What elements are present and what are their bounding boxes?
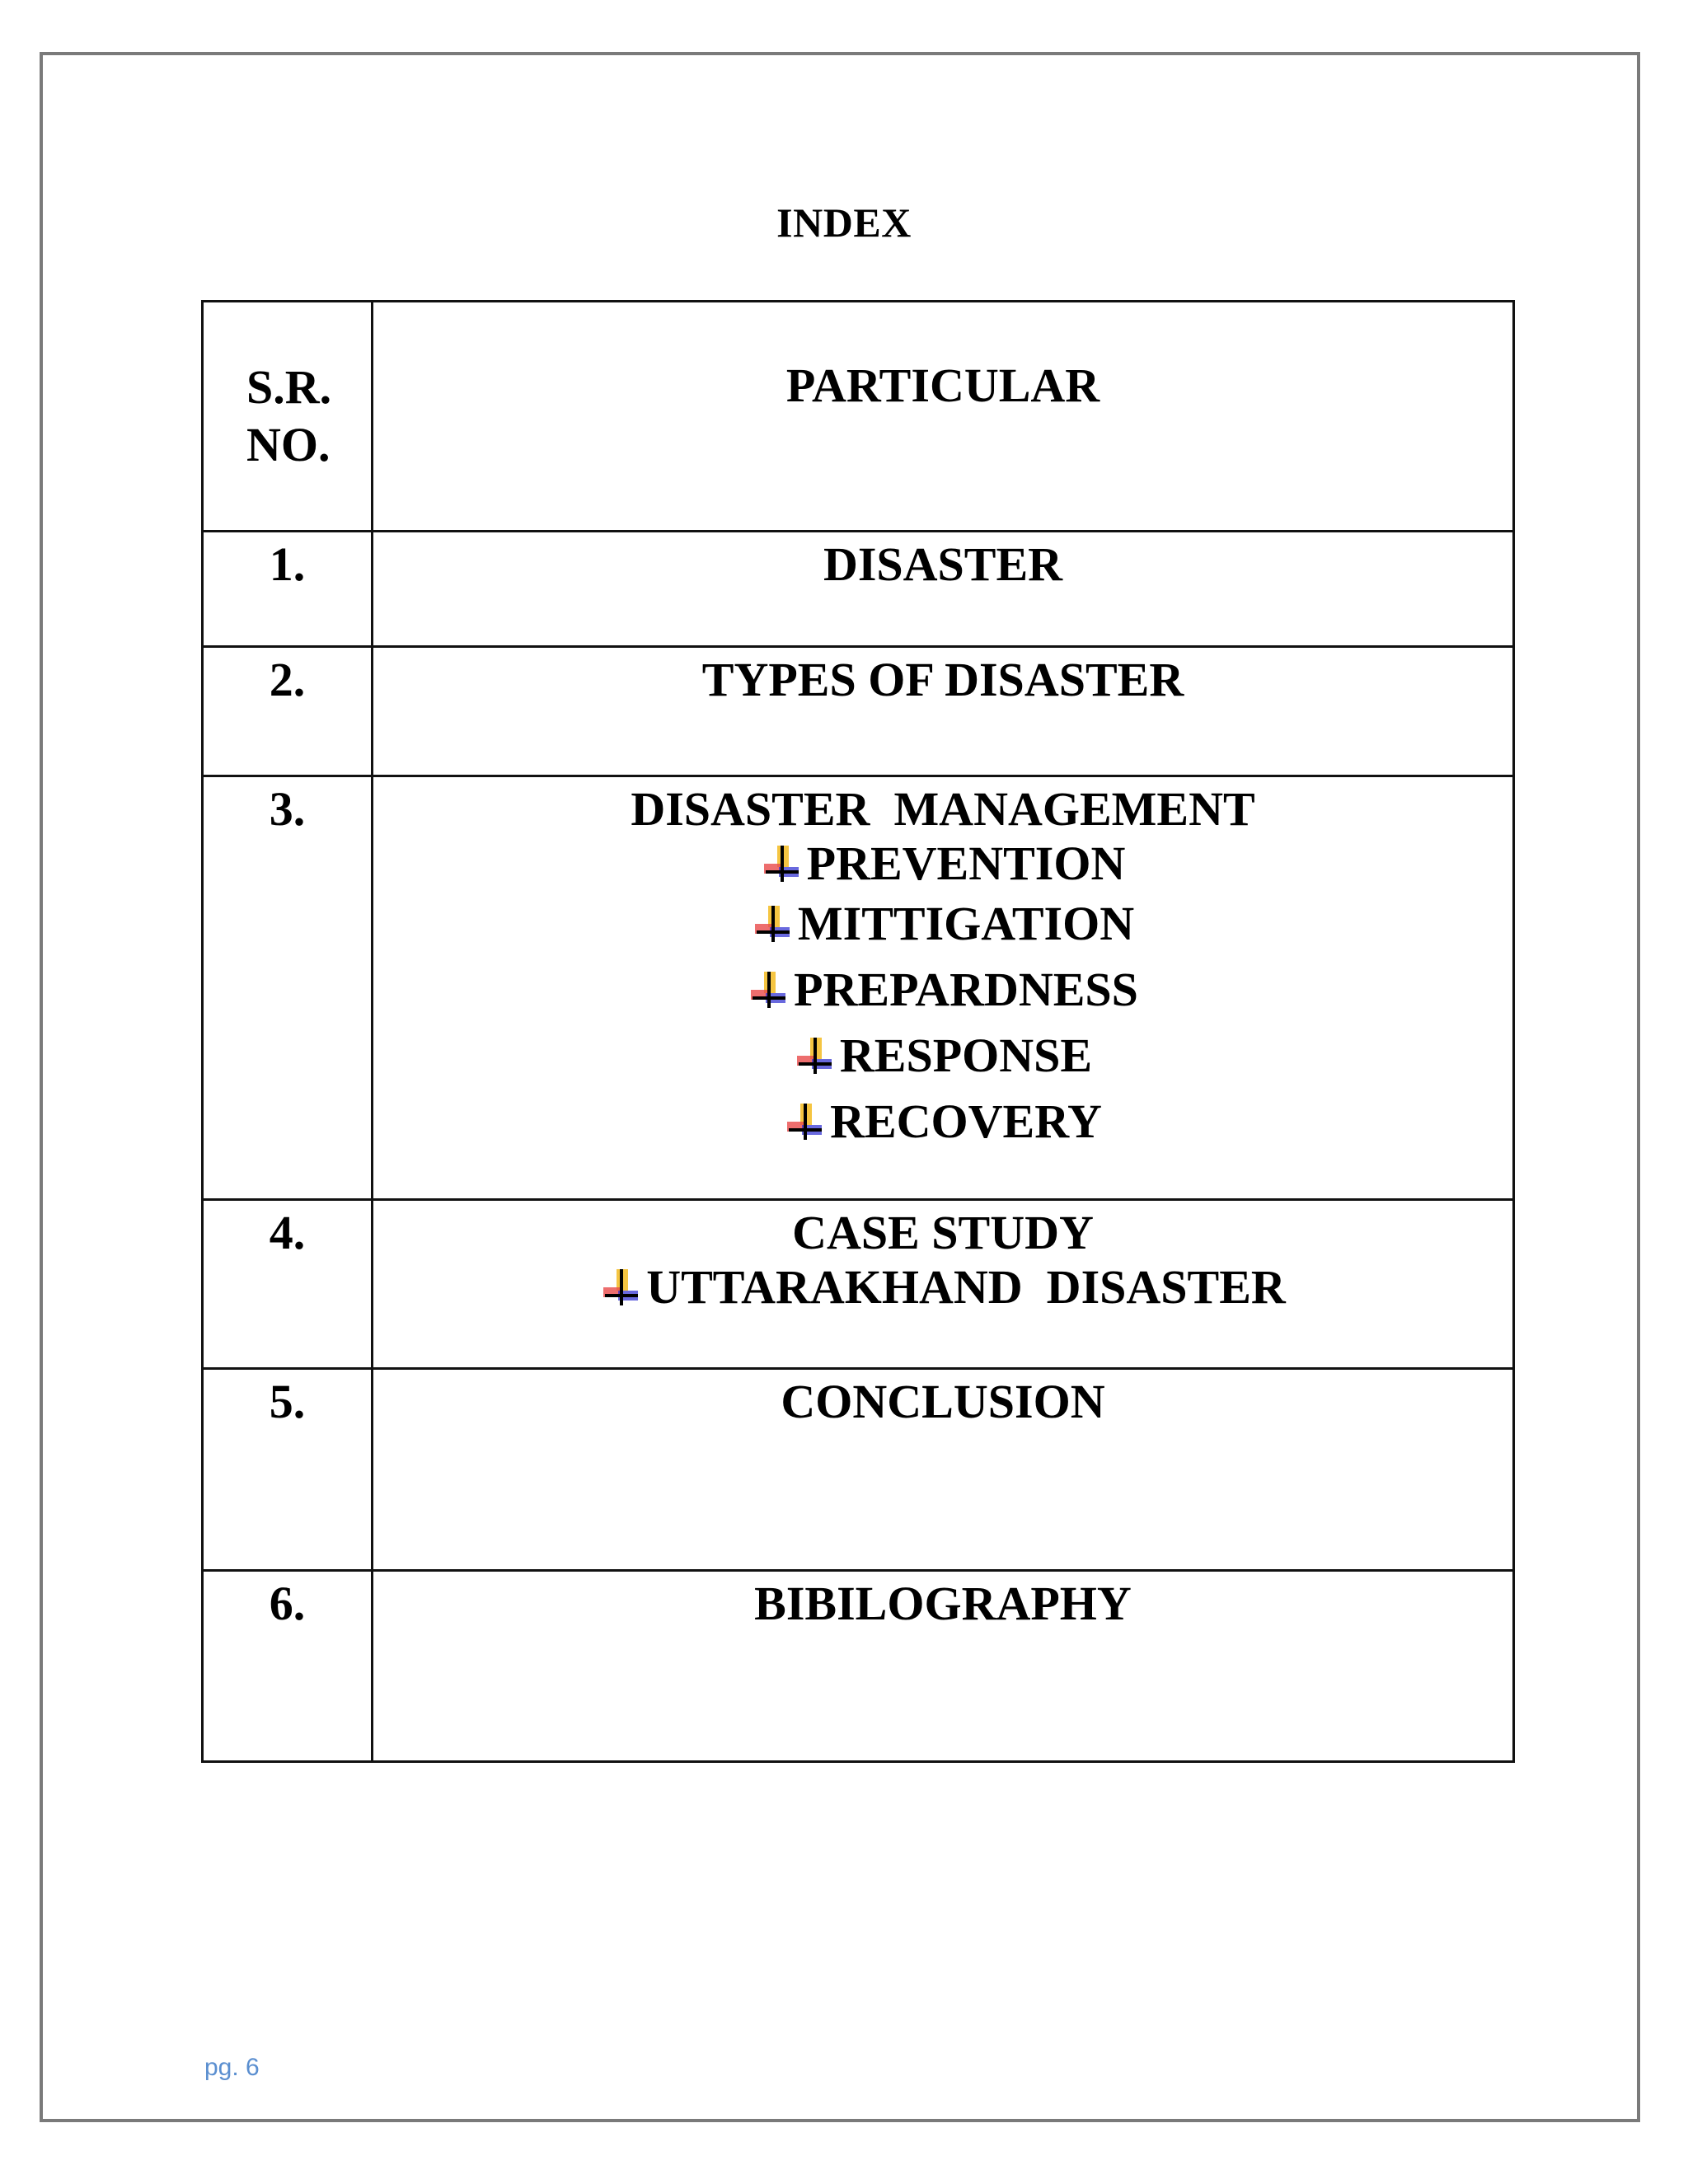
- page-title: INDEX: [776, 199, 912, 246]
- four-point-star-bullet-icon: [794, 1034, 837, 1077]
- table-header-row: [203, 302, 1514, 532]
- sub-item-list: [373, 837, 1512, 1155]
- sub-item-label: RESPONSE: [839, 1029, 1093, 1082]
- row-number: 5.: [203, 1369, 373, 1571]
- table-row: [203, 1200, 1514, 1369]
- list-item: [373, 1089, 1512, 1155]
- list-item: [373, 891, 1512, 957]
- table-row: [203, 776, 1514, 1200]
- index-table: [201, 300, 1515, 1763]
- row-particular: [373, 776, 1514, 1200]
- list-item: [373, 957, 1512, 1023]
- table-row: [203, 1571, 1514, 1762]
- header-sr-no-line1: S.R.: [246, 360, 332, 414]
- four-point-star-bullet-icon: [752, 902, 795, 945]
- sub-item-label: PREVENTION: [806, 837, 1126, 890]
- row-title: CONCLUSION: [373, 1369, 1514, 1571]
- four-point-star-bullet-icon: [748, 968, 790, 1011]
- row-title: CASE STUDY: [792, 1206, 1094, 1259]
- sub-item-label: UTTARAKHAND DISASTER: [646, 1260, 1286, 1314]
- row-title: BIBILOGRAPHY: [373, 1571, 1514, 1762]
- row-particular: [373, 1200, 1514, 1369]
- sub-item-list: [373, 1260, 1512, 1315]
- four-point-star-bullet-icon: [600, 1266, 643, 1309]
- four-point-star-bullet-icon: [761, 842, 804, 885]
- row-title: TYPES OF DISASTER: [373, 647, 1514, 776]
- table-row: [203, 647, 1514, 776]
- row-title: DISASTER: [373, 532, 1514, 647]
- row-number: 3.: [203, 776, 373, 1200]
- list-item: [373, 1023, 1512, 1089]
- row-title: DISASTER MANAGEMENT: [631, 782, 1255, 836]
- four-point-star-bullet-icon: [784, 1100, 827, 1143]
- list-item: [373, 1260, 1512, 1315]
- table-row: [203, 532, 1514, 647]
- header-sr-no-line2: NO.: [246, 418, 331, 471]
- sub-item-label: PREPARDNESS: [794, 963, 1138, 1016]
- row-number: 6.: [203, 1571, 373, 1762]
- header-particular: PARTICULAR: [373, 302, 1514, 532]
- list-item: [373, 837, 1512, 891]
- row-number: 1.: [203, 532, 373, 647]
- page-number: pg. 6: [204, 2054, 260, 2081]
- table-row: [203, 1369, 1514, 1571]
- sub-item-label: RECOVERY: [830, 1094, 1102, 1148]
- header-sr-no: [203, 302, 373, 532]
- sub-item-label: MITTIGATION: [797, 897, 1135, 950]
- row-number: 2.: [203, 647, 373, 776]
- row-number: 4.: [203, 1200, 373, 1369]
